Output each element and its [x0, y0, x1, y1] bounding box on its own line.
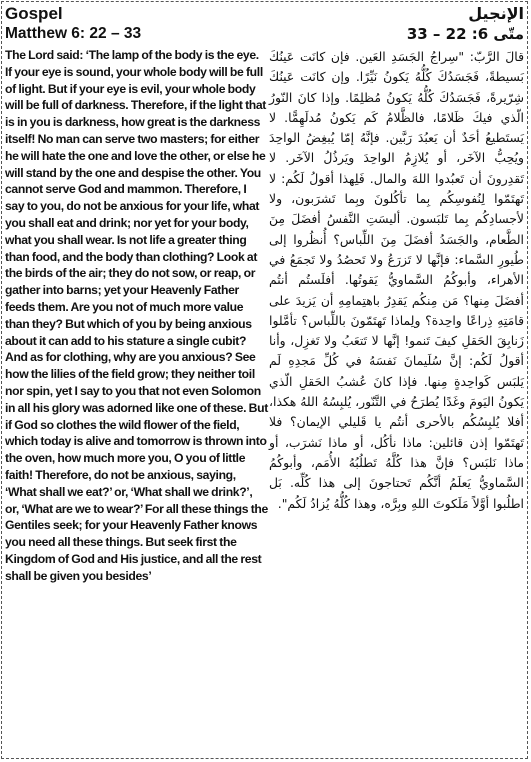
english-column [5, 4, 268, 585]
english-reference: Matthew 6: 22 – 33 [5, 25, 142, 42]
arabic-reference: متّى 6: 22 – 33 [406, 25, 524, 43]
english-title: Gospel [5, 4, 63, 23]
english-text: The Lord said: ‘The lamp of the body is the eye. If your eye is sound, your whole body will be full of light. But if your eye is evil, your whole body will be full of darkness. Therefore, if the light that is in you is darkness, how great is the darkness itself! No man can serve two masters; for either he will hate the one and love the other, or else he will stand by the one and despise the other. You cannot serve God and mammon. Therefore, I say to you, do not be anxious for your life, what you shall eat and drink; nor yet for your body, what you shall wear. Is not life a greater thing than food, and the body than clothing? Look at the birds of the air; they do not sow, or reap, or gather into barns; yet your Heavenly Father feeds them. Are you not of much more value than they? But which of you by being anxious about it can add to his stature a single cubit? And as for clothing, why are you anxious? See how the lilies of the field grow; they neither toil nor spin, yet I say to you that not even Solomon in all his glory was adorned like one of these. But if God so clothes the wild flower of the field, which today is alive and tomorrow is thrown into the oven, how much more you, O you of little faith! Therefore, do not be anxious, saying, ‘What shall we eat?’ or, ‘What shall we drink?’, or, ‘What are we to wear?’ For all these things the Gentiles seek; for your Heavenly Father knows you need all these things. But seek first the Kingdom of God and His justice, and all the rest shall be given you besides’ [5, 48, 268, 583]
arabic-title: الإنجيل [468, 4, 524, 23]
arabic-column [269, 4, 524, 514]
gospel-card [1, 1, 528, 759]
arabic-text: قالَ الرَّبّ: "سِراجُ الجَسَدِ العَين. فإن كانَت عَينُكَ بَسيطةً، فَجَسَدُكَ كُلُّهُ يَكونُ نَيِّرًا. وإن كانَت عَينُكَ شِرّيرةً، فَجَسَدُكَ كُلُّهُ يَكونُ مُظلِمًا. وإذا كانَ النّورُ الّذي فيكَ ظَلامًا، فالظَّلامُ كَم يَكونُ مُدلَهِمًّا. لا يَستَطيعُ أحَدٌ أن يَعبُدَ رَبَّين. فإنَّهُ إمّا يُبغِضُ الواحِدَ ويُحِبُّ الآخَر، أو يُلازِمُ الواحِدَ ويَرذُلُ الآخَر. لا تَقدِرونَ أن تَعبُدوا اللهَ والمال. فَلِهذا أقولُ لَكُم: لا تَهتَمّوا لِنُفوسِكُم بِما تأكُلونَ وبِما تَشرَبون، ولا لأجسادِكُم بِما تَلبَسون. أليسَتِ النَّفسُ أفضَلَ مِنَ الطَّعام، والجَسَدُ أفضَلَ مِنَ اللِّباس؟ أُنظُروا إلى طُيورِ السَّماء: فإنَّها لا تَزرَعُ ولا تَحصُدُ ولا تَجمَعُ في الأهراء، وأبوكُمُ السَّماويُّ يَقوتُها. أفلَستُم أنتُم أفضَلَ مِنها؟ مَن مِنكُم يَقدِرُ باهتِمامِهِ أن يَزيدَ على قامَتِهِ ذِراعًا واحِدة؟ ولِماذا تَهتَمّونَ باللِّباس؟ تأمَّلوا زَنابِقَ الحَقلِ كيفَ تَنمو! إنَّها لا تَتعَبُ ولا تَغزِل، وأنا أقولُ لَكُم: إنَّ سُلَيمانَ نَفسَهُ في كُلِّ مَجدِهِ لَم يَلبَس كَواحِدةٍ مِنها. فإذا كانَ عُشبُ الحَقلِ الّذي يَكونُ اليَومَ وغَدًا يُطرَحُ في التَّنّور، يُلبِسُهُ اللهُ هكذا، أفلا يُلبِسُكُم بالأحرى أنتُم يا قَليلي الإيمان؟ فلا تَهتَمّوا إذن قائلين: ماذا نأكُل، أو ماذا نَشرَب، أو ماذا نَلبَس؟ فإنَّ هذا كُلَّهُ تَطلُبُهُ الأُمَم، وأبوكُمُ السَّماويُّ يَعلَمُ أنَّكُم تَحتاجونَ إلى هذا كُلِّه. بَل اطلُبوا أوَّلاً مَلَكوتَ اللهِ وبِرَّه، وهذا كُلُّهُ يُزادُ لَكُم". [269, 49, 524, 511]
